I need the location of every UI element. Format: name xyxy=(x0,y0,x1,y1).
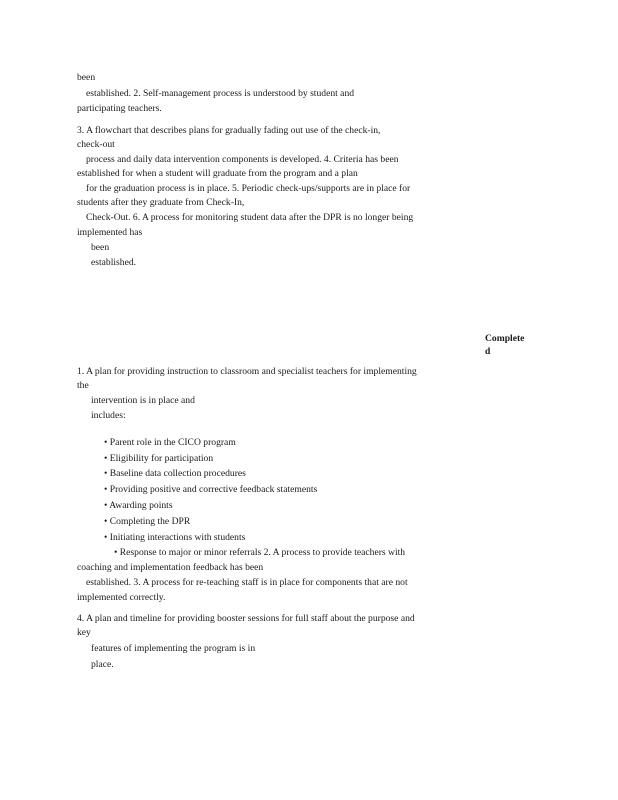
list-item: • Providing positive and corrective feedback statements xyxy=(104,484,318,495)
text-line: Check-Out. 6. A process for monitoring student data after the DPR is no longer being xyxy=(86,212,414,223)
text-line: for the graduation process is in place. 5. Periodic check-ups/supports are in place for xyxy=(86,183,411,194)
text-line: implemented has xyxy=(77,227,143,238)
text-line: established. 3. A process for re-teaching staff is in place for components that are not xyxy=(86,577,408,588)
text-line: established. 2. Self-management process is understood by student and xyxy=(86,88,355,99)
list-item: • Awarding points xyxy=(104,500,173,511)
text-line: features of implementing the program is in xyxy=(91,643,256,654)
text-line: been xyxy=(91,242,110,253)
completed-label-wrap: d xyxy=(485,346,491,357)
list-item: • Completing the DPR xyxy=(104,516,191,527)
text-line: implemented correctly. xyxy=(77,592,166,603)
text-line: participating teachers. xyxy=(77,103,162,114)
text-line: 1. A plan for providing instruction to classroom and specialist teachers for implementing xyxy=(77,366,417,377)
text-line: been xyxy=(77,72,96,83)
text-line: coaching and implementation feedback has been xyxy=(77,562,264,573)
list-item: • Eligibility for participation xyxy=(104,453,214,464)
completed-label: Complete xyxy=(485,333,525,344)
text-line: place. xyxy=(91,659,114,670)
text-line: intervention is in place and xyxy=(91,395,195,406)
text-line: process and daily data intervention components is developed. 4. Criteria has been xyxy=(86,154,399,165)
list-item: • Initiating interactions with students xyxy=(104,532,246,543)
text-line: key xyxy=(77,627,91,638)
text-line: established. xyxy=(91,257,137,268)
list-item: • Baseline data collection procedures xyxy=(104,468,246,479)
list-item: • Response to major or minor referrals 2. A process to provide teachers with xyxy=(114,547,406,558)
text-line: 3. A flowchart that describes plans for gradually fading out use of the check-in, xyxy=(77,125,381,136)
text-line: check-out xyxy=(77,139,115,150)
text-line: includes: xyxy=(91,410,126,421)
list-item: • Parent role in the CICO program xyxy=(104,437,236,448)
text-line: the xyxy=(77,380,89,391)
text-line: students after they graduate from Check-In, xyxy=(77,197,245,208)
text-line: 4. A plan and timeline for providing booster sessions for full staff about the purpose and xyxy=(77,613,415,624)
text-line: established for when a student will graduate from the program and a plan xyxy=(77,168,358,179)
